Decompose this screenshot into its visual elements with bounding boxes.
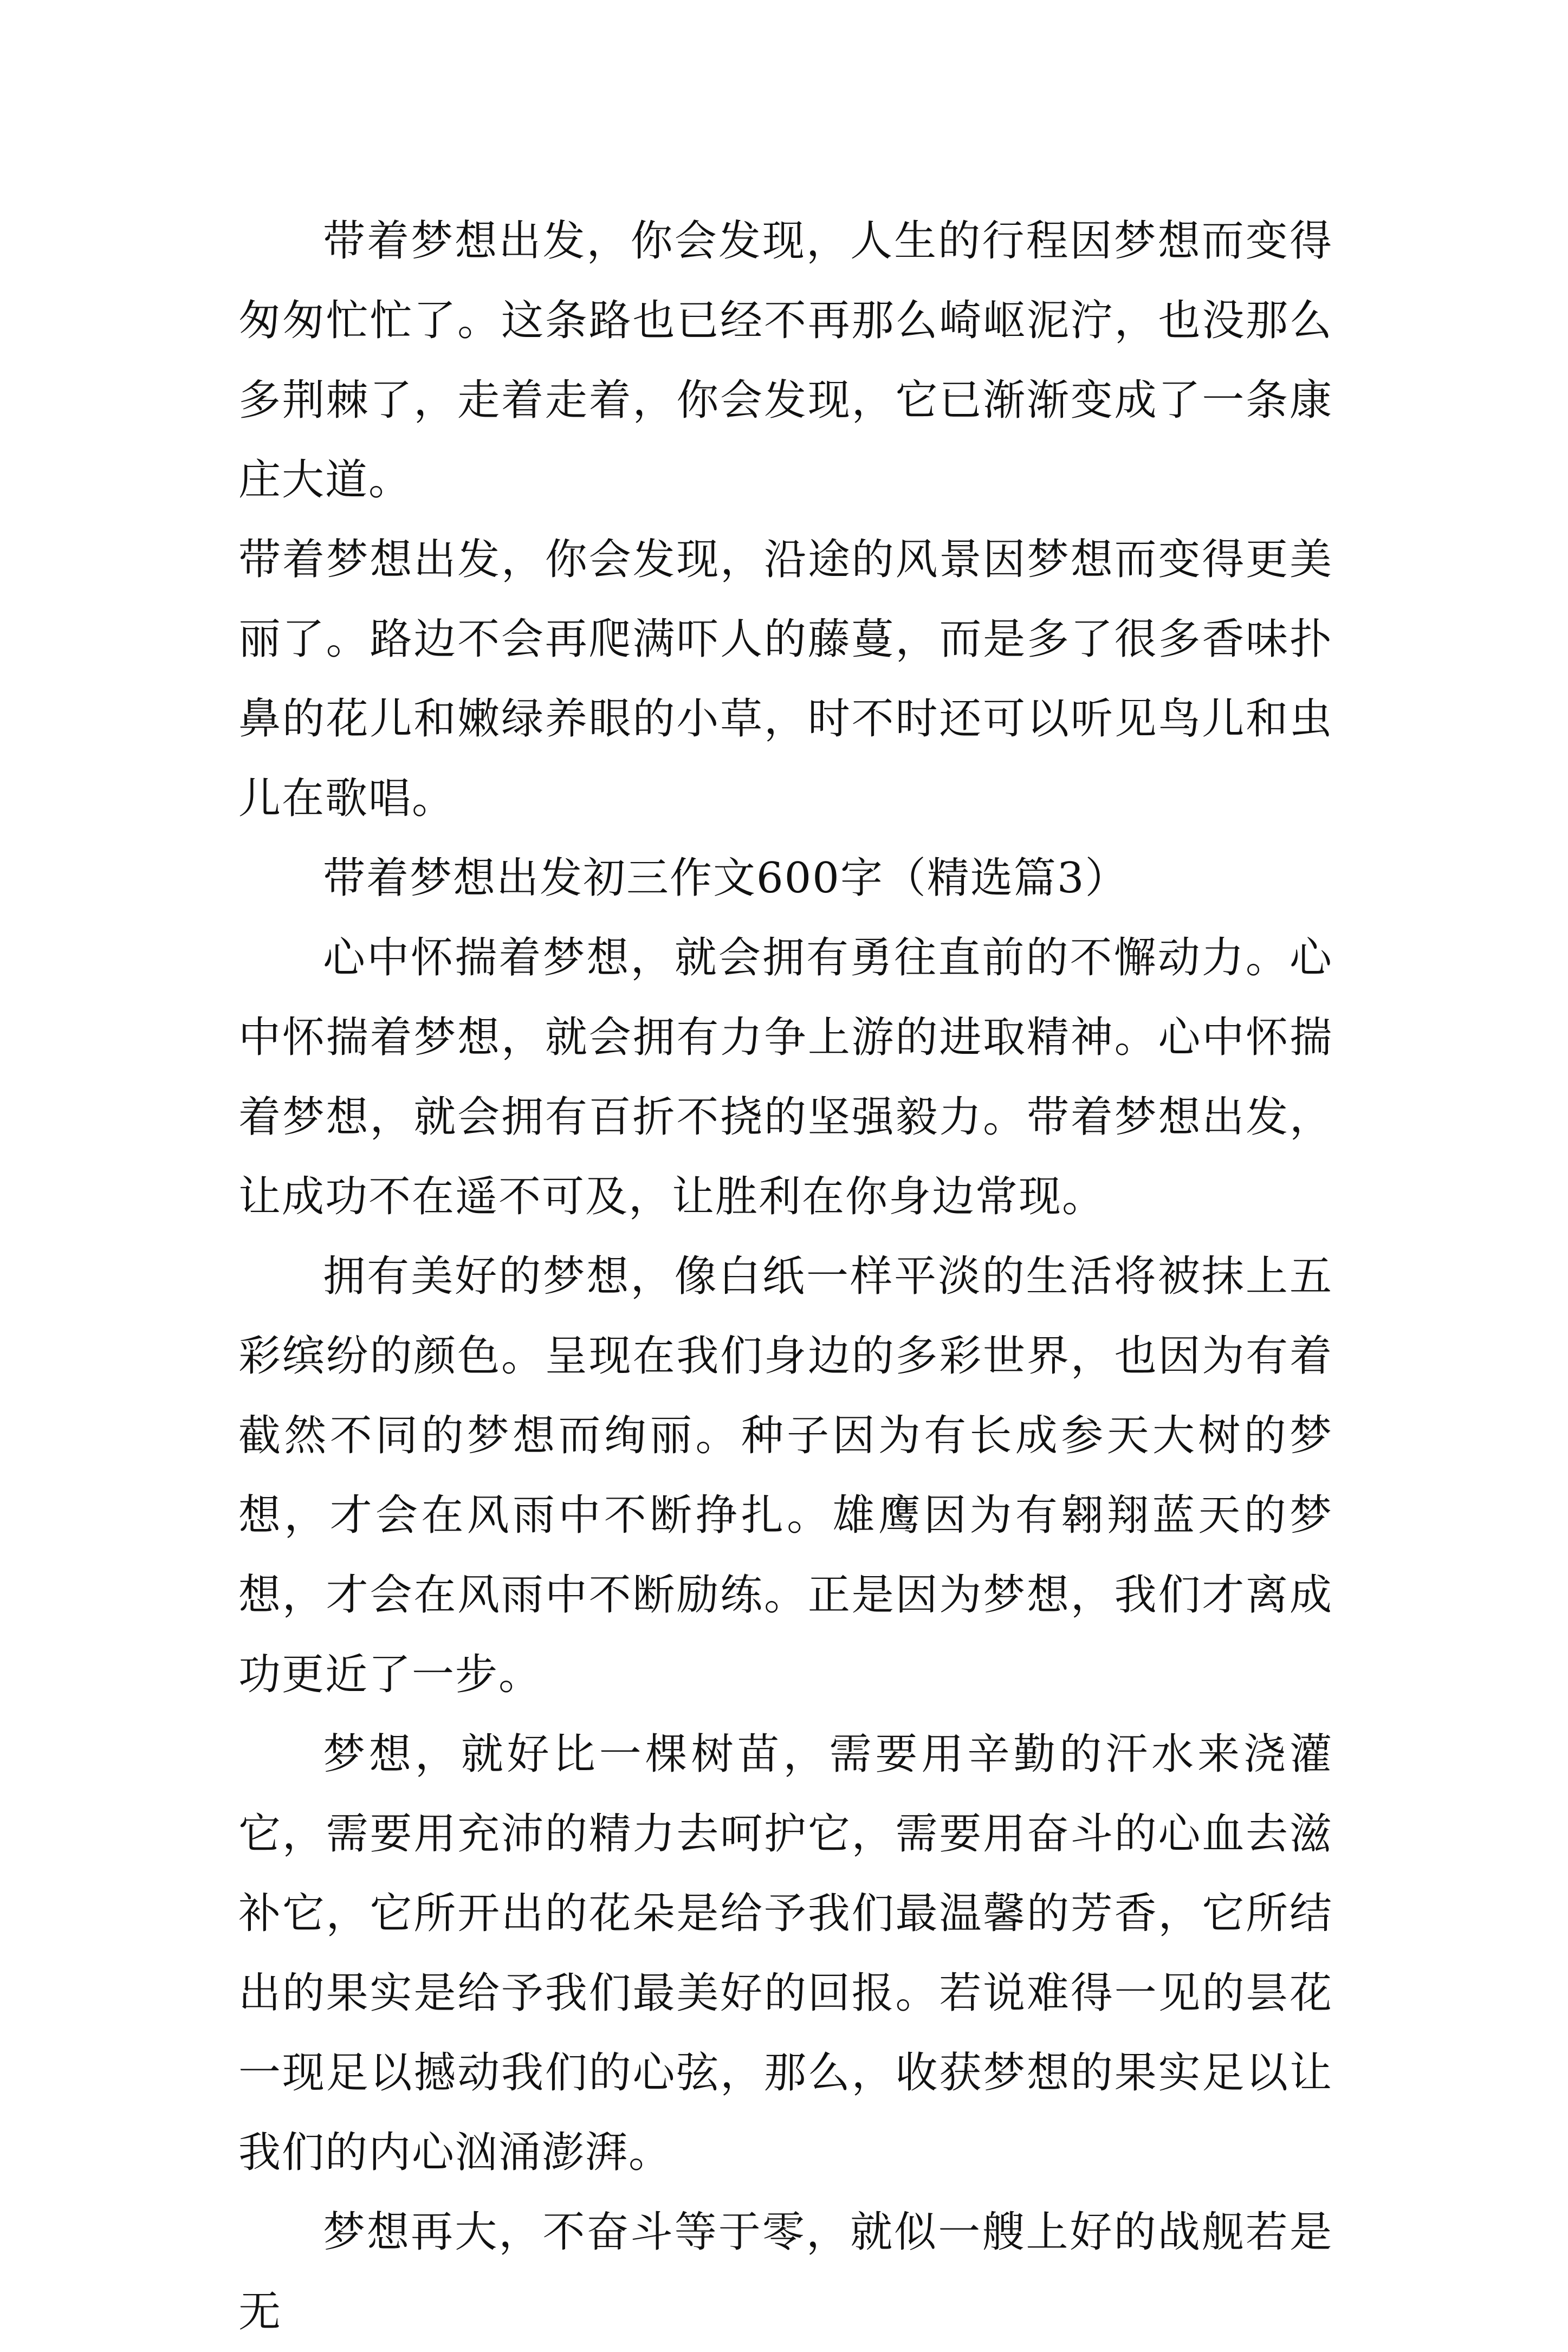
body-paragraph: 拥有美好的梦想，像白纸一样平淡的生活将被抹上五彩缤纷的颜色。呈现在我们身边的多彩世界，也因为有着截然不同的梦想而绚丽。种子因为有长成参天大树的梦想，才会在风雨中不断挣扎。雄鹰因为有翱翔蓝天的梦想，才会在风雨中不断励练。正是因为梦想，我们才离成功更近了一步。 — [238, 1252, 1333, 1699]
body-paragraph: 心中怀揣着梦想，就会拥有勇往直前的不懈动力。心中怀揣着梦想，就会拥有力争上游的进取精神。心中怀揣着梦想，就会拥有百折不挠的坚强毅力。带着梦想出发，让成功不在遥不可及，让胜利在你身边常现。 — [238, 934, 1333, 1221]
body-paragraph: 梦想，就好比一棵树苗，需要用辛勤的汗水来浇灌它，需要用充沛的精力去呵护它，需要用奋斗的心血去滋补它，它所开出的花朵是给予我们最温馨的芳香，它所结出的果实是给予我们最美好的回报。若说难得一见的昙花一现足以撼动我们的心弦，那么，收获梦想的果实足以让我们的内心汹涌澎湃。 — [238, 1730, 1333, 2177]
document-body — [238, 202, 1333, 2352]
body-paragraph: 带着梦想出发，你会发现，人生的行程因梦想而变得匆匆忙忙了。这条路也已经不再那么崎岖泥泞，也没那么多荆棘了，走着走着，你会发现，它已渐渐变成了一条康庄大道。 — [238, 217, 1333, 504]
body-paragraph: 带着梦想出发，你会发现，沿途的风景因梦想而变得更美丽了。路边不会再爬满吓人的藤蔓，而是多了很多香味扑鼻的花儿和嫩绿养眼的小草，时不时还可以听见鸟儿和虫儿在歌唱。 — [238, 535, 1333, 823]
section-heading: 带着梦想出发初三作文600字（精选篇3） — [323, 854, 1129, 903]
body-paragraph: 梦想再大，不奋斗等于零，就似一艘上好的战舰若是无 — [238, 2208, 1333, 2336]
